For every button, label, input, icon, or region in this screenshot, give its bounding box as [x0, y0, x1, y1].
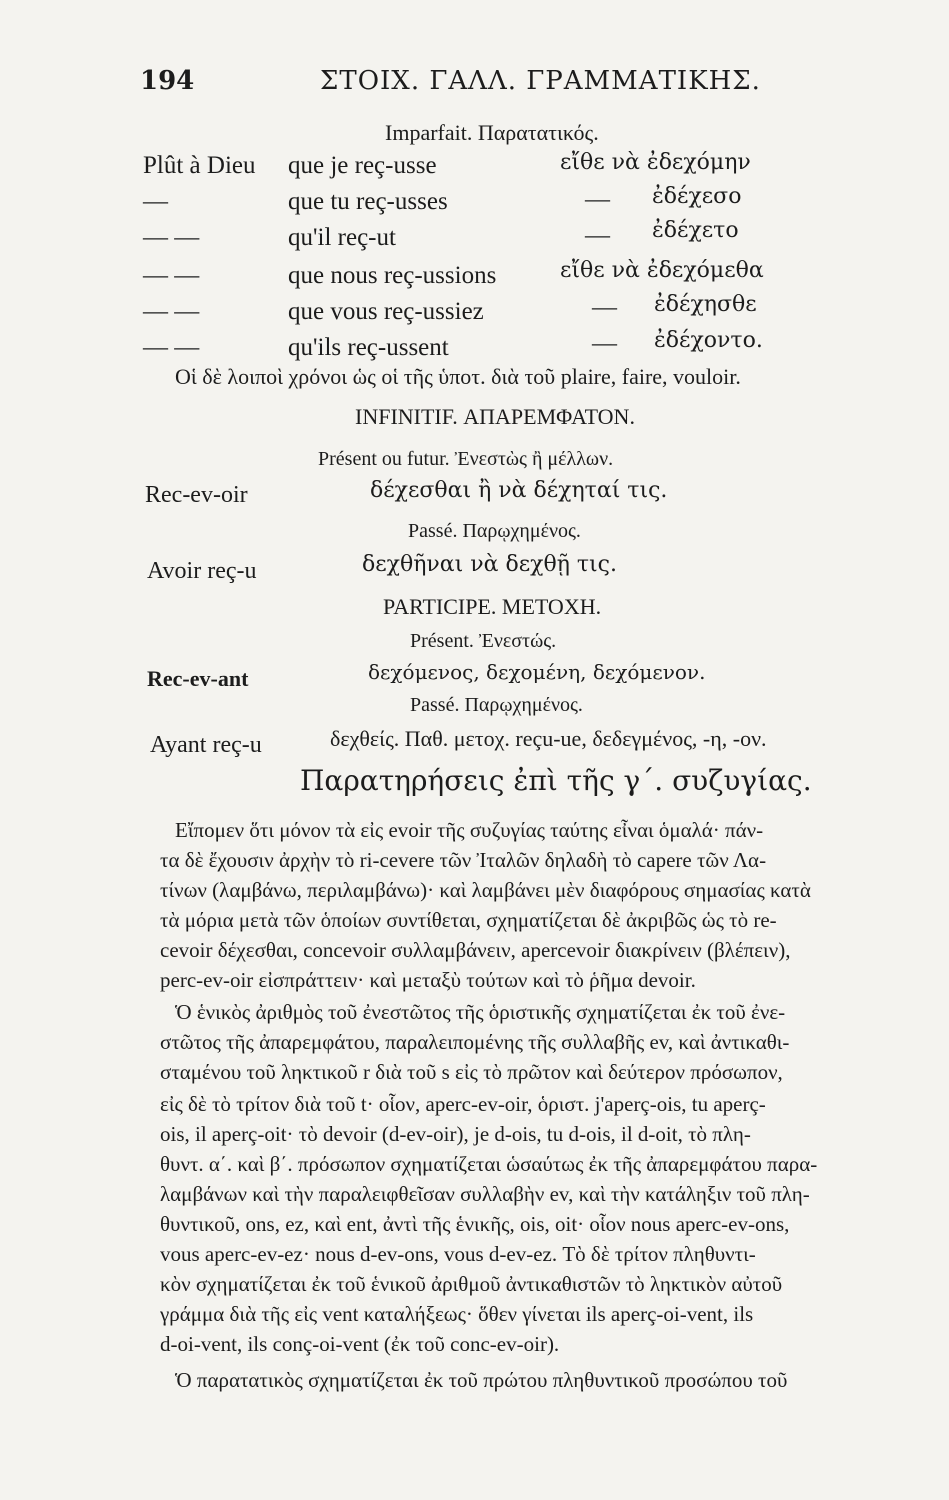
- body-line: τὰ μόρια μετὰ τῶν ὁποίων συντίθεται, σχηματίζεται δὲ ἀκριβῶς ὡς τὸ re-: [160, 908, 777, 932]
- participe-heading: PARTICIPE. ΜΕΤΟΧΗ.: [383, 594, 602, 619]
- infinitif-heading: INFINITIF. ΑΠΑΡΕΜΦΑΤΟΝ.: [355, 404, 635, 429]
- row-french: que tu reç-usses: [288, 188, 448, 215]
- row-lead: — —: [143, 298, 200, 325]
- row-lead: Plût à Dieu: [143, 152, 256, 179]
- body-line: Ὁ παρατατικὸς σχηματίζεται ἐκ τοῦ πρώτου πληθυντικοῦ προσώπου τοῦ: [175, 1368, 788, 1392]
- infinitif-present-label: Présent ou futur. Ἐνεστὼς ἢ μέλλων.: [318, 448, 614, 470]
- body-line: d-oi-vent, ils conç-oi-vent (ἐκ τοῦ conc-ev-oir).: [160, 1332, 560, 1356]
- page-number: 194: [140, 66, 195, 96]
- body-line: γράμμα διὰ τῆς εἰς vent καταλήξεως· ὅθεν γίνεται ils aperç-oi-vent, ils: [160, 1302, 754, 1326]
- row-greek: εἴθε νὰ ἐδεχόμην: [560, 150, 751, 175]
- body-line: εἰς δὲ τὸ τρίτον διὰ τοῦ t· οἷον, aperc-ev-oir, ὁριστ. j'aperç-ois, tu aperç-: [160, 1092, 766, 1116]
- row-dash: —: [585, 222, 610, 249]
- body-line: στῶτος τῆς ἀπαρεμφάτου, παραλειπομένης τῆς συλλαβῆς ev, καὶ ἀντικαθι-: [160, 1030, 790, 1054]
- row-greek: ἐδέχησθε: [654, 292, 757, 317]
- row-greek: ἐδέχεσο: [652, 184, 742, 209]
- body-line: θυντικοῦ, ons, ez, καὶ ent, ἀντὶ τῆς ἑνικῆς, ois, oit· οἷον nous aperc-ev-ons,: [160, 1212, 790, 1236]
- observations-heading: Παρατηρήσεις ἐπὶ τῆς γ΄. συζυγίας.: [300, 764, 812, 797]
- row-dash: —: [592, 330, 617, 357]
- row-greek: ἐδέχετο: [652, 218, 739, 243]
- row-french: que je reç-usse: [288, 152, 437, 179]
- row-french: que nous reç-ussions: [288, 262, 497, 289]
- body-line: Ὁ ἑνικὸς ἀριθμὸς τοῦ ἐνεστῶτος τῆς ὁριστικῆς σχηματίζεται ἐκ τοῦ ἐνε-: [175, 1000, 786, 1024]
- row-dash: —: [592, 294, 617, 321]
- row-lead: — —: [143, 334, 200, 361]
- row-greek: ἐδέχοντο.: [654, 328, 763, 353]
- running-title: ΣΤΟΙΧ. ΓΑΛΛ. ΓΡΑΜΜΑΤΙΚΗΣ.: [320, 66, 761, 96]
- participe-passe-gr: δεχθείς. Παθ. μετοχ. reçu-ue, δεδεγμένος, -η, -ον.: [330, 726, 767, 751]
- body-line: perc-ev-oir εἰσπράττειν· καὶ μεταξὺ τούτων καὶ τὸ ῥῆμα devoir.: [160, 968, 696, 992]
- body-line: θυντ. α΄. καὶ β΄. πρόσωπον σχηματίζεται ὡσαύτως ἐκ τῆς ἀπαρεμφάτου παρα-: [160, 1152, 818, 1176]
- body-line: τα δὲ ἔχουσιν ἀρχὴν τὸ ri-cevere τῶν Ἰταλῶν δηλαδὴ τὸ capere τῶν Λα-: [160, 848, 767, 872]
- body-line: κὸν σχηματίζεται ἐκ τοῦ ἑνικοῦ ἀριθμοῦ ἀντικαθιστῶν τὸ ληκτικὸν αὐτοῦ: [160, 1272, 783, 1296]
- row-french: que vous reç-ussiez: [288, 298, 484, 325]
- row-lead: — —: [143, 224, 200, 251]
- body-line: Εἴπομεν ὅτι μόνον τὰ εἰς evoir τῆς συζυγίας ταύτης εἶναι ὁμαλά· πάν-: [175, 818, 764, 842]
- body-line: ois, il aperç-oit· τὸ devoir (d-ev-oir), je d-ois, tu d-ois, il d-oit, τὸ πλη-: [160, 1122, 751, 1146]
- row-french: qu'ils reç-ussent: [288, 334, 449, 361]
- participe-present-label: Présent. Ἐνεστώς.: [410, 630, 557, 652]
- row-lead: — —: [143, 262, 200, 289]
- page-header: [140, 60, 880, 100]
- infinitif-passe-fr: Avoir reç-u: [147, 558, 257, 584]
- participe-present-fr: Rec-ev-ant: [147, 666, 249, 691]
- infinitif-passe-gr: δεχθῆναι νὰ δεχθῇ τις.: [362, 552, 617, 577]
- body-line: vous aperc-ev-ez· nous d-ev-ons, vous d-ev-ez. Τὸ δὲ τρίτον πληθυντι-: [160, 1242, 756, 1266]
- row-greek: εἴθε νὰ ἐδεχόμεθα: [560, 258, 764, 283]
- row-lead: —: [143, 188, 168, 215]
- participe-passe-fr: Ayant reç-u: [150, 732, 262, 758]
- infinitif-present-fr: Rec-ev-oir: [145, 482, 248, 508]
- participe-passe-label: Passé. Παρῳχημένος.: [410, 694, 583, 716]
- body-line: λαμβάνων καὶ τὴν παραλειφθεῖσαν συλλαβὴν ev, καὶ τὴν κατάληξιν τοῦ πλη-: [160, 1182, 810, 1206]
- row-dash: —: [585, 186, 610, 213]
- body-line: σταμένου τοῦ ληκτικοῦ r διὰ τοῦ s εἰς τὸ πρῶτον καὶ δεύτερον πρόσωπον,: [160, 1060, 783, 1084]
- row-french: qu'il reç-ut: [288, 224, 396, 251]
- participe-present-gr: δεχόμενος, δεχομένη, δεχόμενον.: [368, 660, 706, 684]
- infinitif-present-gr: δέχεσθαι ἢ νὰ δέχηταί τις.: [370, 478, 668, 503]
- infinitif-passe-label: Passé. Παρῳχημένος.: [408, 520, 581, 542]
- body-line: cevoir δέχεσθαι, concevoir συλλαμβάνειν, apercevoir διακρίνειν (βλέπειν),: [160, 938, 791, 962]
- imparfait-heading: Imparfait. Παρατατικός.: [385, 120, 599, 145]
- body-line: τίνων (λαμβάνω, περιλαμβάνω)· καὶ λαμβάνει μὲν διαφόρους σημασίας κατὰ: [160, 878, 811, 902]
- imparfait-note: Οἱ δὲ λοιποὶ χρόνοι ὡς οἱ τῆς ὑποτ. διὰ τοῦ plaire, faire, vouloir.: [175, 364, 741, 389]
